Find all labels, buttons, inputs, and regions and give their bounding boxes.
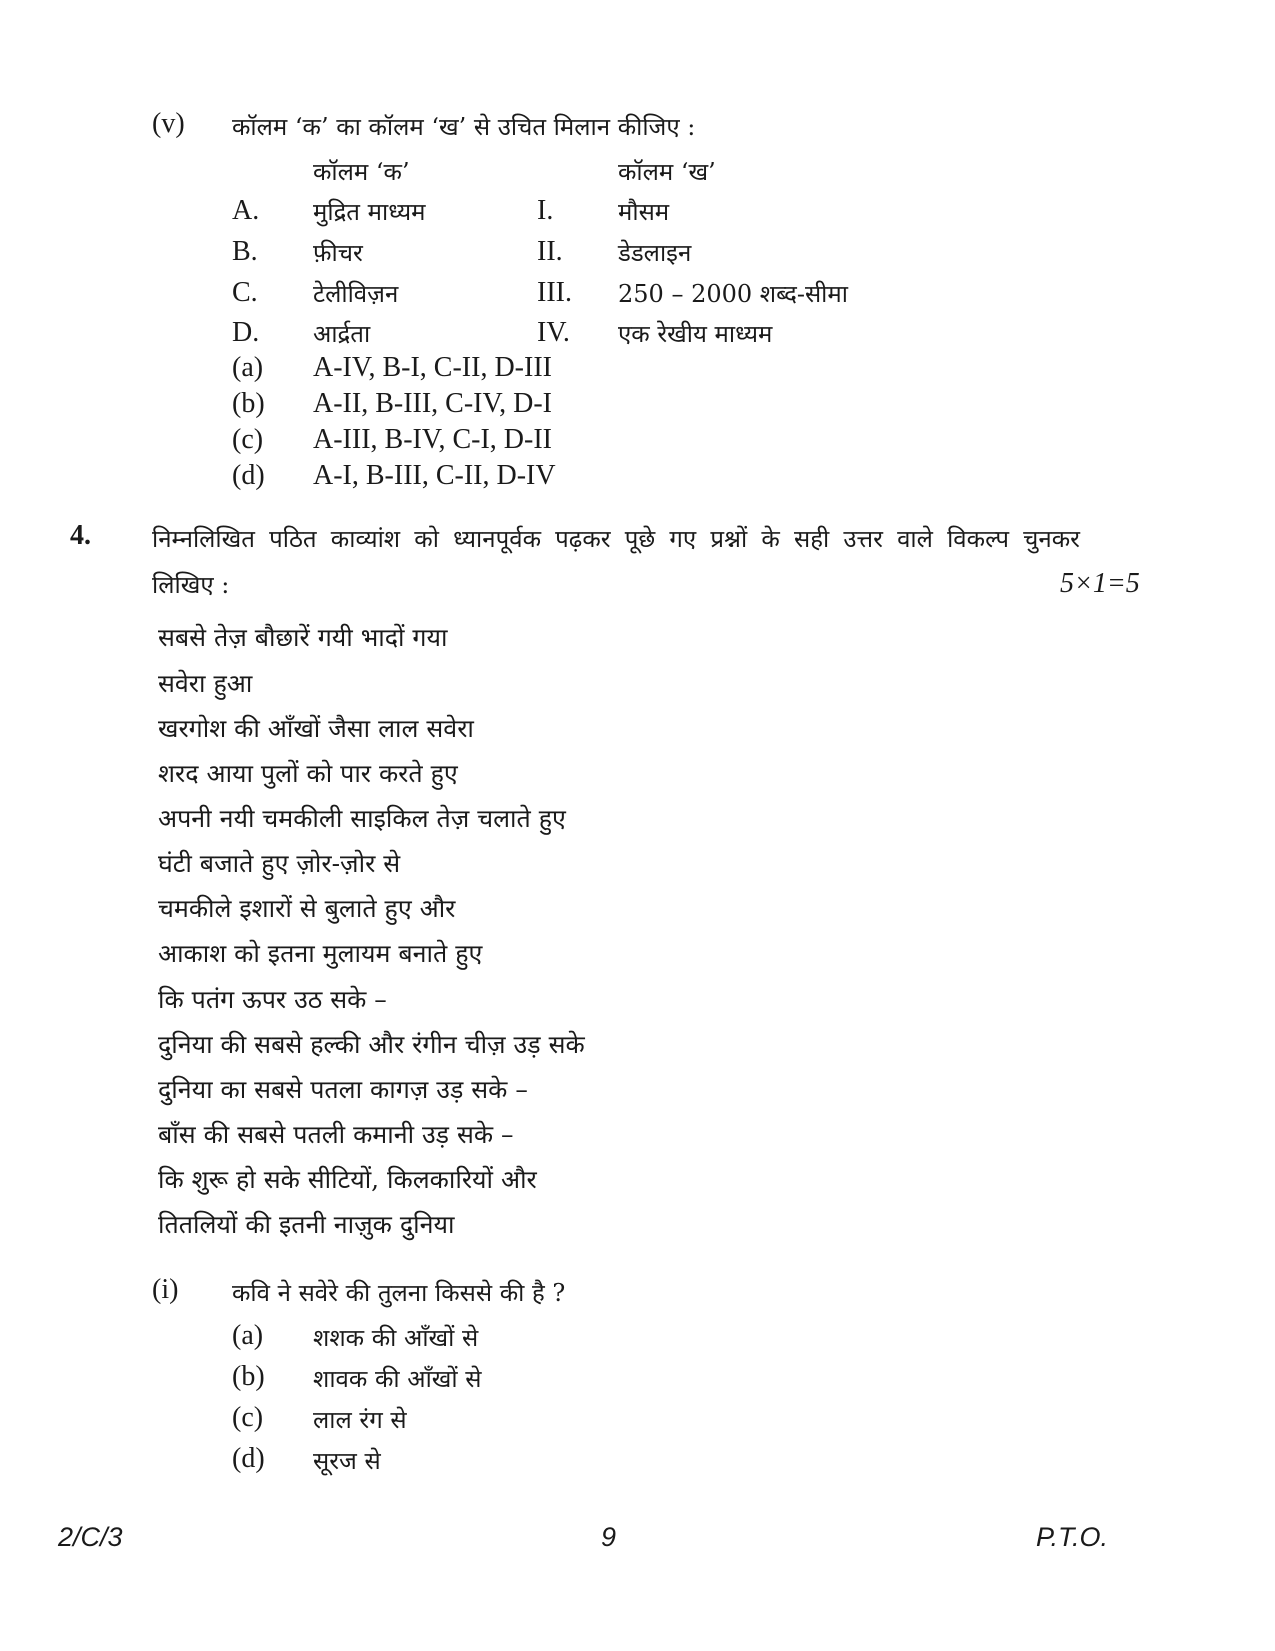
option-text: सूरज से xyxy=(313,1447,381,1475)
column-b-header: कॉलम ‘ख’ xyxy=(618,158,716,186)
option-text: A-I, B-III, C-II, D-IV xyxy=(313,460,556,491)
match-col-b: मौसम xyxy=(618,198,670,226)
match-key: B. xyxy=(232,236,258,267)
option-label: (a) xyxy=(232,352,264,383)
poem-line: बाँस की सबसे पतली कमानी उड़ सके – xyxy=(158,1120,514,1149)
match-col-a: फ़ीचर xyxy=(313,239,363,267)
match-num: IV. xyxy=(537,317,570,348)
poem-line: अपनी नयी चमकीली साइकिल तेज़ चलाते हुए xyxy=(158,804,566,833)
match-col-a: टेलीविज़न xyxy=(313,280,399,308)
match-key: C. xyxy=(232,277,258,308)
question-number: 4. xyxy=(70,520,91,551)
option-text: शशक की आँखों से xyxy=(313,1324,479,1352)
match-col-b: डेडलाइन xyxy=(618,239,692,267)
paper-code: 2/C/3 xyxy=(58,1522,123,1552)
sub-question-text: कवि ने सवेरे की तुलना किससे की है ? xyxy=(232,1279,566,1307)
option-label: (b) xyxy=(232,388,265,419)
option-text: A-IV, B-I, C-II, D-III xyxy=(313,352,552,383)
match-num: II. xyxy=(537,236,563,267)
match-col-b: एक रेखीय माध्यम xyxy=(618,320,773,348)
match-num: I. xyxy=(537,195,554,226)
please-turn-over: P.T.O. xyxy=(1036,1522,1109,1552)
column-a-header: कॉलम ‘क’ xyxy=(313,158,410,186)
match-num: III. xyxy=(537,277,572,308)
poem-line: सवेरा हुआ xyxy=(158,669,253,698)
question-number: (v) xyxy=(152,108,185,139)
option-text: लाल रंग से xyxy=(313,1406,407,1434)
option-label: (d) xyxy=(232,460,265,491)
match-col-a: मुद्रित माध्यम xyxy=(313,198,426,226)
question-prompt: कॉलम ‘क’ का कॉलम ‘ख’ से उचित मिलान कीजिए : xyxy=(232,113,696,141)
option-text: A-II, B-III, C-IV, D-I xyxy=(313,388,552,419)
poem-line: तितलियों की इतनी नाज़ुक दुनिया xyxy=(158,1210,455,1239)
question-instruction-continued: लिखिए : xyxy=(152,571,230,599)
option-label: (a) xyxy=(232,1320,264,1351)
poem-line: कि पतंग ऊपर उठ सके – xyxy=(158,985,387,1014)
poem-line: आकाश को इतना मुलायम बनाते हुए xyxy=(158,939,483,968)
marks-allocation: 5×1=5 xyxy=(1060,568,1140,599)
option-label: (d) xyxy=(232,1443,265,1474)
option-label: (b) xyxy=(232,1361,265,1392)
match-key: D. xyxy=(232,317,260,348)
poem-line: शरद आया पुलों को पार करते हुए xyxy=(158,759,458,788)
poem-line: कि शुरू हो सके सीटियों, किलकारियों और xyxy=(158,1165,537,1194)
option-text: शावक की आँखों से xyxy=(313,1365,482,1393)
match-key: A. xyxy=(232,195,260,226)
poem-line: चमकीले इशारों से बुलाते हुए और xyxy=(158,894,456,923)
poem-line: घंटी बजाते हुए ज़ोर-ज़ोर से xyxy=(158,849,401,878)
match-col-a: आर्द्रता xyxy=(313,320,371,348)
question-instruction: निम्नलिखित पठित काव्यांश को ध्यानपूर्वक पढ़कर पूछे गए प्रश्नों के सही उत्तर वाले विकल्प चुनकर xyxy=(152,525,1080,553)
poem-line: खरगोश की आँखों जैसा लाल सवेरा xyxy=(158,714,474,743)
poem-line: दुनिया की सबसे हल्की और रंगीन चीज़ उड़ सके xyxy=(158,1030,585,1059)
poem-line: दुनिया का सबसे पतला कागज़ उड़ सके – xyxy=(158,1075,528,1104)
page-number: 9 xyxy=(601,1522,617,1552)
option-text: A-III, B-IV, C-I, D-II xyxy=(313,424,552,455)
match-col-b: 250 – 2000 शब्द-सीमा xyxy=(618,280,848,308)
option-label: (c) xyxy=(232,1402,264,1433)
option-label: (c) xyxy=(232,424,264,455)
sub-question-number: (i) xyxy=(152,1274,179,1305)
poem-line: सबसे तेज़ बौछारें गयी भादों गया xyxy=(158,623,448,652)
